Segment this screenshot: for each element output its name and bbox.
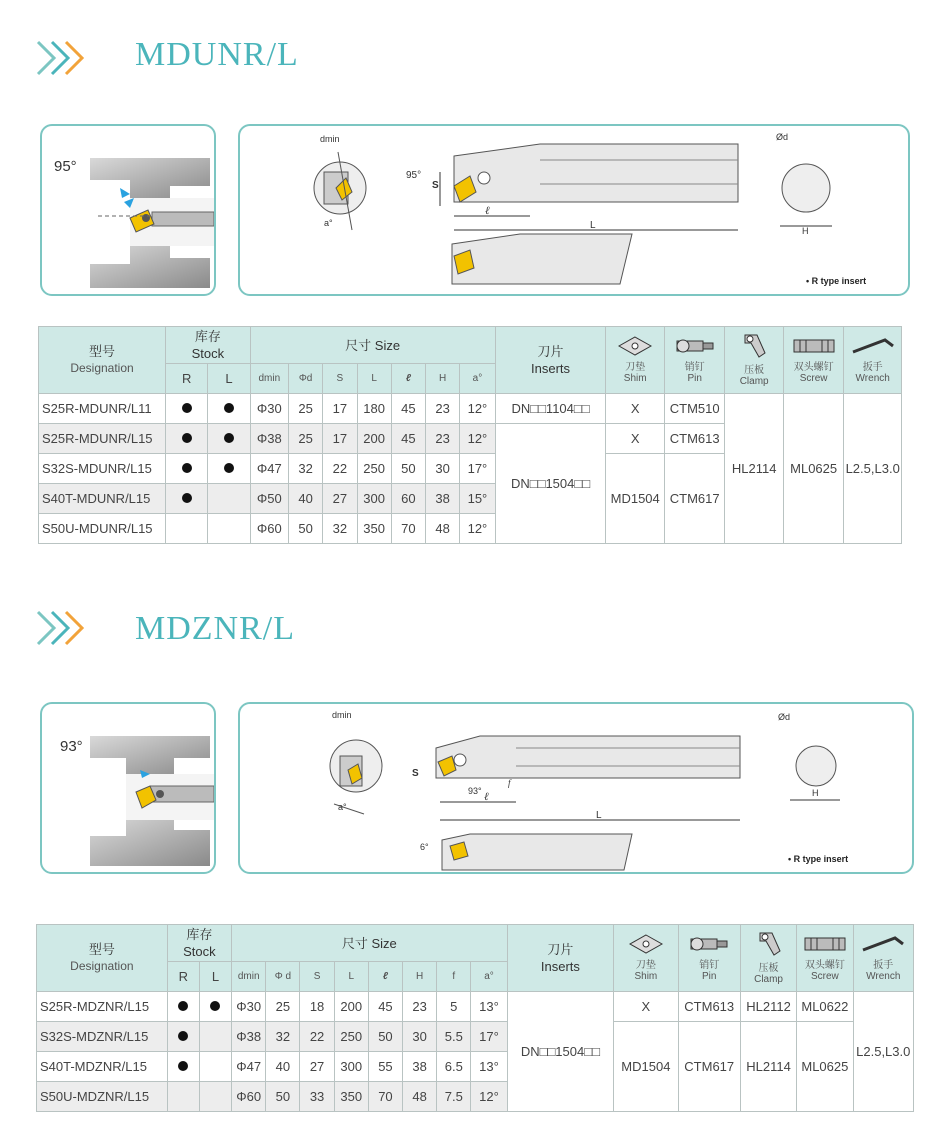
wrench-cell: L2.5,L3.0	[844, 394, 902, 544]
a-cell: 12°	[460, 514, 495, 544]
l-cell: 70	[391, 514, 425, 544]
stock-r-cell	[167, 1022, 199, 1052]
stock-r-cell	[166, 394, 208, 424]
model-header-cn: 型号	[89, 344, 116, 359]
in-stock-dot	[182, 433, 192, 443]
L-label: L	[590, 220, 596, 231]
pin-cell: CTM613	[664, 424, 724, 454]
pin-icon	[689, 934, 729, 954]
clamp-header-cn: 压板	[758, 963, 779, 974]
dmin-cell: Φ47	[250, 454, 288, 484]
spec-table-mdznr	[36, 924, 914, 1112]
L-cell: 350	[357, 514, 391, 544]
stock-r-cell	[167, 992, 199, 1022]
screw-icon	[803, 934, 847, 954]
stock-l-header: L	[199, 962, 231, 992]
col-header: dmin	[232, 962, 266, 992]
screw-cell: ML0625	[783, 394, 843, 544]
h-cell: 38	[403, 1052, 437, 1082]
insert-cell: DN□□1504□□	[495, 424, 606, 544]
shim-header-en: Shim	[634, 971, 658, 982]
pin-cell: CTM617	[664, 454, 724, 544]
screw-cell: ML0622	[797, 992, 853, 1022]
dmin-label: dmin	[320, 134, 340, 144]
stock-l-cell	[208, 484, 250, 514]
shim-header-en: Shim	[623, 373, 647, 384]
in-stock-dot	[182, 493, 192, 503]
l-cell: 50	[391, 454, 425, 484]
in-stock-dot	[210, 1001, 220, 1011]
boring-operation-illustration	[90, 736, 214, 866]
s-label: S	[412, 768, 419, 779]
col-header: dmin	[250, 364, 288, 394]
inserts-header-en: Inserts	[531, 361, 571, 376]
dimension-drawing-card	[238, 124, 910, 296]
s-cell: 22	[300, 1022, 334, 1052]
f-label: f	[508, 778, 511, 788]
L-cell: 200	[334, 992, 368, 1022]
s-cell: 33	[300, 1082, 334, 1112]
stock-l-cell	[199, 992, 231, 1022]
in-stock-dot	[224, 463, 234, 473]
col-header: a°	[460, 364, 495, 394]
l-cell: 45	[391, 424, 425, 454]
dmin-cell: Φ50	[250, 484, 288, 514]
inserts-header-en: Inserts	[540, 959, 580, 974]
screw-cell: ML0625	[797, 1022, 853, 1112]
stock-l-cell	[208, 424, 250, 454]
dmin-label: dmin	[332, 710, 352, 720]
insert-cell: DN□□1504□□	[507, 992, 614, 1112]
model-cell: S32S-MDUNR/L15	[39, 454, 166, 484]
stock-r-cell	[167, 1052, 199, 1082]
L-cell: 350	[334, 1082, 368, 1112]
pin-header-en: Pin	[701, 971, 717, 982]
dmin-cell: Φ38	[250, 424, 288, 454]
col-header: S	[300, 962, 334, 992]
d-cell: 32	[288, 454, 322, 484]
screw-header-en: Screw	[799, 373, 828, 384]
shim-icon	[629, 934, 663, 954]
size-header: 尺寸 Size	[232, 925, 508, 962]
d-cell: 25	[266, 992, 300, 1022]
clamp-header-en: Clamp	[754, 974, 783, 985]
col-header: Φd	[288, 364, 322, 394]
stock-l-cell	[199, 1052, 231, 1082]
pin-header-cn: 销钉	[684, 362, 705, 373]
stock-l-cell	[199, 1022, 231, 1052]
model-header-cn: 型号	[88, 942, 115, 957]
shim-cell: X	[606, 394, 664, 424]
clamp-cell: HL2114	[725, 394, 783, 544]
l-cell: 70	[368, 1082, 402, 1112]
model-cell: S25R-MDZNR/L15	[37, 992, 168, 1022]
a-cell: 17°	[471, 1022, 507, 1052]
a-cell: 15°	[460, 484, 495, 514]
insert-cell: DN□□1104□□	[495, 394, 606, 424]
spec-table-mdunr	[38, 326, 902, 544]
col-header: Φ d	[266, 962, 300, 992]
s-cell: 17	[323, 394, 357, 424]
angle-card	[40, 702, 216, 874]
inserts-header-cn: 刀片	[547, 942, 574, 957]
boring-operation-illustration	[90, 158, 214, 288]
model-header-en: Designation	[70, 959, 134, 973]
L-cell: 250	[357, 454, 391, 484]
wrench-icon	[851, 336, 895, 356]
a-cell: 13°	[471, 1052, 507, 1082]
dmin-cell: Φ30	[232, 992, 266, 1022]
model-cell: S50U-MDZNR/L15	[37, 1082, 168, 1112]
wrench-icon	[861, 934, 905, 954]
dmin-cell: Φ30	[250, 394, 288, 424]
stock-r-header: R	[166, 364, 208, 394]
f-cell: 5	[437, 992, 471, 1022]
stock-r-cell	[166, 454, 208, 484]
model-cell: S25R-MDUNR/L15	[39, 424, 166, 454]
d-label: Ød	[778, 712, 791, 722]
pin-cell: CTM510	[664, 394, 724, 424]
wrench-header-en: Wrench	[866, 971, 901, 982]
dmin-cell: Φ47	[232, 1052, 266, 1082]
in-stock-dot	[182, 463, 192, 473]
model-cell: S40T-MDUNR/L15	[39, 484, 166, 514]
stock-l-cell	[208, 514, 250, 544]
dmin-cell: Φ60	[250, 514, 288, 544]
r-type-insert-note: • R type insert	[788, 854, 849, 864]
f-cell: 6.5	[437, 1052, 471, 1082]
d-cell: 50	[266, 1082, 300, 1112]
l-cell: 50	[368, 1022, 402, 1052]
clamp-header-en: Clamp	[739, 376, 769, 387]
pin-cell: CTM617	[678, 1022, 740, 1112]
stock-header-cn: 库存	[186, 927, 213, 942]
col-header: S	[323, 364, 357, 394]
shim-cell: X	[606, 424, 664, 454]
L-label: L	[596, 810, 602, 821]
angle-93-label: 93°	[468, 786, 482, 796]
s-cell: 27	[323, 484, 357, 514]
stock-header-en: Stock	[183, 944, 216, 959]
wrench-header-cn: 扳手	[862, 362, 883, 373]
dmin-cell: Φ38	[232, 1022, 266, 1052]
section-title: MDZNR/L	[135, 610, 295, 647]
d-cell: 40	[288, 484, 322, 514]
shim-header-cn: 刀垫	[625, 362, 646, 373]
shim-icon	[618, 336, 652, 356]
a-cell: 12°	[471, 1082, 507, 1112]
size-header: 尺寸 Size	[250, 327, 495, 364]
L-cell: 300	[357, 484, 391, 514]
in-stock-dot	[178, 1031, 188, 1041]
screw-header-cn: 双头螺钉	[804, 960, 845, 971]
wrench-header-cn: 扳手	[873, 960, 894, 971]
model-cell: S50U-MDUNR/L15	[39, 514, 166, 544]
clamp-header-cn: 压板	[744, 365, 765, 376]
h-cell: 48	[403, 1082, 437, 1112]
angle-label: 93°	[60, 738, 83, 755]
a-cell: 12°	[460, 394, 495, 424]
col-header: H	[426, 364, 460, 394]
stock-l-header: L	[208, 364, 250, 394]
shim-cell: X	[614, 992, 678, 1022]
col-header: L	[357, 364, 391, 394]
col-header: f	[437, 962, 471, 992]
s-cell: 27	[300, 1052, 334, 1082]
H-label: H	[802, 226, 809, 236]
r-type-insert-note: • R type insert	[806, 276, 867, 286]
h-cell: 23	[426, 394, 460, 424]
L-cell: 180	[357, 394, 391, 424]
f-cell: 7.5	[437, 1082, 471, 1112]
angle-card	[40, 124, 216, 296]
s-cell: 18	[300, 992, 334, 1022]
stock-r-header: R	[167, 962, 199, 992]
clamp-icon	[739, 333, 769, 359]
stock-r-cell	[166, 514, 208, 544]
a-cell: 13°	[471, 992, 507, 1022]
d-cell: 25	[288, 394, 322, 424]
chevron-arrows-icon	[36, 38, 96, 78]
s-cell: 22	[323, 454, 357, 484]
f-cell: 5.5	[437, 1022, 471, 1052]
stock-header-en: Stock	[191, 346, 225, 361]
model-cell: S32S-MDZNR/L15	[37, 1022, 168, 1052]
pin-icon	[675, 336, 715, 356]
H-label: H	[812, 788, 819, 798]
s-label: S	[432, 180, 439, 191]
in-stock-dot	[178, 1001, 188, 1011]
angle-95-label: 95°	[406, 170, 422, 181]
d-cell: 32	[266, 1022, 300, 1052]
in-stock-dot	[182, 403, 192, 413]
h-cell: 38	[426, 484, 460, 514]
stock-header-cn: 库存	[194, 329, 221, 344]
tool-dimension-drawing	[240, 126, 908, 294]
in-stock-dot	[224, 403, 234, 413]
h-cell: 30	[403, 1022, 437, 1052]
stock-l-cell	[208, 454, 250, 484]
l-cell: 45	[391, 394, 425, 424]
dimension-drawing-card	[238, 702, 914, 874]
d-cell: 25	[288, 424, 322, 454]
a-label: a°	[338, 802, 347, 812]
stock-r-cell	[166, 424, 208, 454]
a-cell: 12°	[460, 424, 495, 454]
model-cell: S25R-MDUNR/L11	[39, 394, 166, 424]
L-cell: 250	[334, 1022, 368, 1052]
col-header: L	[334, 962, 368, 992]
screw-header-en: Screw	[810, 971, 839, 982]
col-header: ℓ	[391, 364, 425, 394]
stock-r-cell	[166, 484, 208, 514]
col-header: H	[403, 962, 437, 992]
clamp-cell: HL2112	[740, 992, 796, 1022]
col-header: ℓ	[368, 962, 402, 992]
tool-dimension-drawing	[240, 704, 912, 872]
a-cell: 17°	[460, 454, 495, 484]
section-title: MDUNR/L	[135, 36, 299, 73]
clamp-cell: HL2114	[740, 1022, 796, 1112]
pin-cell: CTM613	[678, 992, 740, 1022]
l-cell: 60	[391, 484, 425, 514]
six-degree-label: 6°	[420, 842, 429, 852]
inserts-header-cn: 刀片	[537, 344, 564, 359]
model-cell: S40T-MDZNR/L15	[37, 1052, 168, 1082]
d-label: Ød	[776, 132, 789, 142]
clamp-icon	[754, 931, 784, 957]
h-cell: 23	[426, 424, 460, 454]
in-stock-dot	[178, 1061, 188, 1071]
col-header: a°	[471, 962, 507, 992]
shim-cell: MD1504	[614, 1022, 678, 1112]
angle-label: 95°	[54, 158, 77, 175]
l-label: ℓ	[484, 791, 489, 803]
h-cell: 48	[426, 514, 460, 544]
screw-icon	[792, 336, 836, 356]
d-cell: 40	[266, 1052, 300, 1082]
dmin-cell: Φ60	[232, 1082, 266, 1112]
wrench-cell: L2.5,L3.0	[853, 992, 913, 1112]
l-label: ℓ	[485, 205, 490, 217]
L-cell: 300	[334, 1052, 368, 1082]
stock-l-cell	[208, 394, 250, 424]
h-cell: 30	[426, 454, 460, 484]
h-cell: 23	[403, 992, 437, 1022]
pin-header-en: Pin	[687, 373, 702, 384]
d-cell: 50	[288, 514, 322, 544]
a-label: a°	[324, 218, 333, 228]
wrench-header-en: Wrench	[855, 373, 890, 384]
chevron-arrows-icon	[36, 608, 96, 648]
pin-header-cn: 销钉	[699, 960, 720, 971]
l-cell: 55	[368, 1052, 402, 1082]
s-cell: 32	[323, 514, 357, 544]
screw-header-cn: 双头螺钉	[793, 362, 834, 373]
l-cell: 45	[368, 992, 402, 1022]
stock-l-cell	[199, 1082, 231, 1112]
s-cell: 17	[323, 424, 357, 454]
in-stock-dot	[224, 433, 234, 443]
stock-r-cell	[167, 1082, 199, 1112]
shim-cell: MD1504	[606, 454, 664, 544]
shim-header-cn: 刀垫	[635, 960, 656, 971]
model-header-en: Designation	[70, 361, 134, 375]
L-cell: 200	[357, 424, 391, 454]
